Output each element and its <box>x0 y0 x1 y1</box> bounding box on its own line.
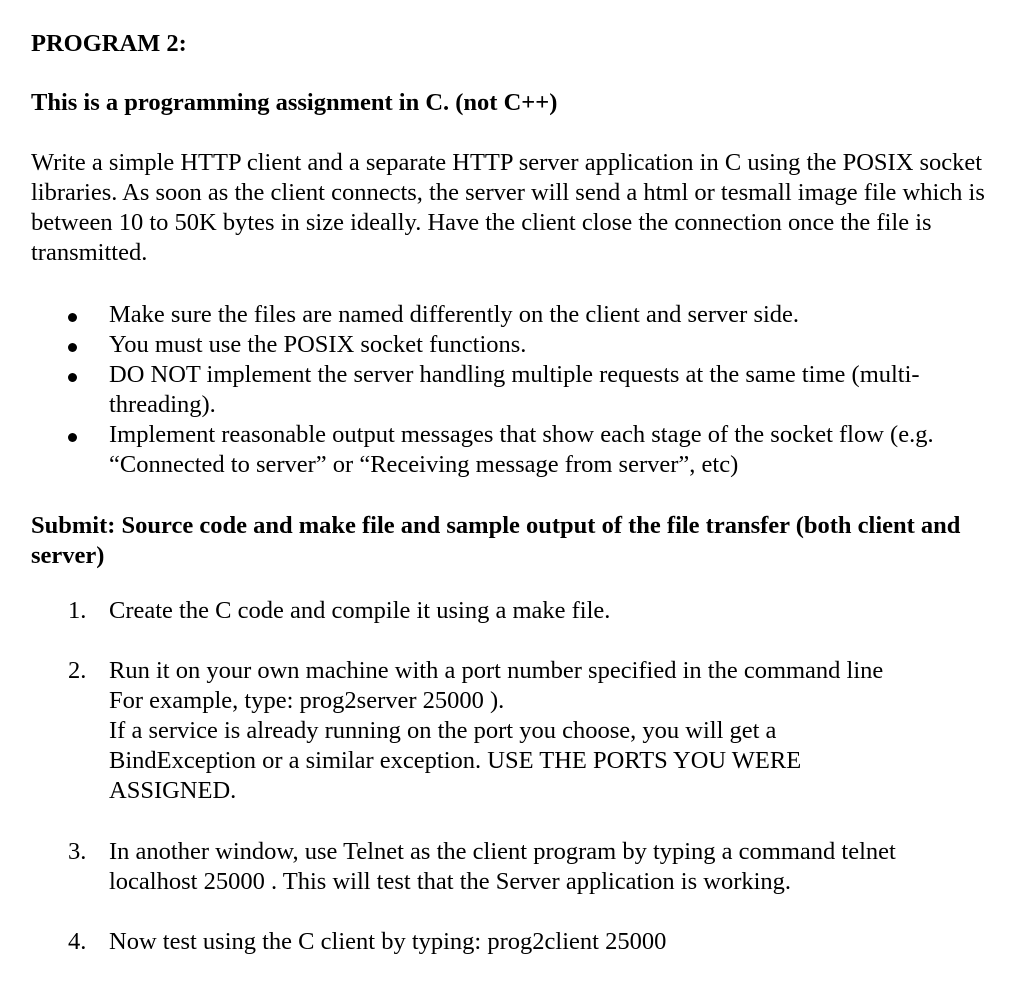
step-number: 2. <box>68 657 87 684</box>
list-item-text: Implement reasonable output messages that show each stage of the socket flow (e.g. “Connected to server” or “Receiving message from server”, etc) <box>109 421 934 478</box>
step-number: 3. <box>68 838 87 865</box>
requirements-list <box>0 300 969 480</box>
step-line: BindException or a similar exception. USE THE PORTS YOU WERE <box>109 747 802 774</box>
step-line: For example, type: prog2server 25000 ). <box>109 687 505 714</box>
list-item-text: DO NOT implement the server handling multiple requests at the same time (multi-threading). <box>109 361 920 418</box>
step-line: In another window, use Telnet as the client program by typing a command telnet <box>109 838 896 865</box>
list-item <box>0 330 969 360</box>
list-item-text: Make sure the files are named differently on the client and server side. <box>109 301 800 328</box>
step-line: Now test using the C client by typing: prog2client 25000 <box>109 928 667 955</box>
step-number: 4. <box>68 928 87 955</box>
step-line: If a service is already running on the port you choose, you will get a <box>109 717 777 744</box>
step-item <box>0 596 969 626</box>
assignment-subheading: This is a programming assignment in C. (not C++) <box>31 89 558 116</box>
list-item-text: You must use the POSIX socket functions. <box>109 331 527 358</box>
step-line: ASSIGNED. <box>109 777 237 804</box>
submit-instructions: Submit: Source code and make file and sample output of the file transfer (both client and server) <box>31 512 961 569</box>
intro-paragraph: Write a simple HTTP client and a separate HTTP server application in C using the POSIX socket libraries. As soon as the client connects, the server will send a html or tesmall image file which is between 10 to 50K bytes in size ideally. Have the client close the connection once the file is transmitted. <box>31 149 985 266</box>
list-item <box>0 420 969 480</box>
bullet-icon <box>68 313 77 322</box>
bullet-icon <box>68 373 77 382</box>
step-item <box>0 656 969 806</box>
step-item <box>0 927 969 957</box>
list-item <box>0 300 969 330</box>
step-line: localhost 25000 . This will test that the Server application is working. <box>109 868 792 895</box>
list-item <box>0 360 969 420</box>
step-line: Run it on your own machine with a port number specified in the command line <box>109 657 884 684</box>
step-number: 1. <box>68 597 87 624</box>
step-line: Create the C code and compile it using a make file. <box>109 597 611 624</box>
bullet-icon <box>68 433 77 442</box>
bullet-icon <box>68 343 77 352</box>
step-item <box>0 837 969 897</box>
program-heading: PROGRAM 2: <box>31 30 187 57</box>
